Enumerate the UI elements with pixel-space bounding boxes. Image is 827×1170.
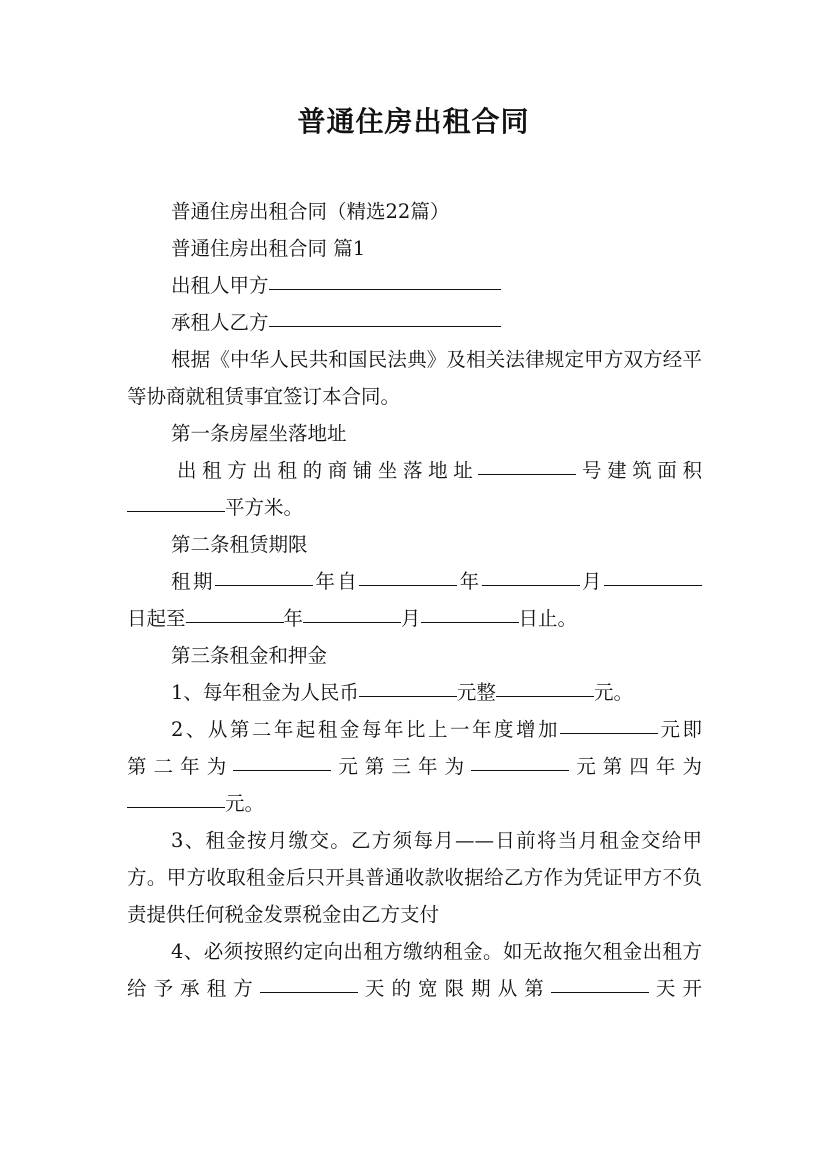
article-1-text-a: 出租方出租的商铺坐落地址: [177, 459, 479, 482]
document-title: 普通住房出租合同: [297, 105, 530, 138]
item-3: 3、租金按月缴交。乙方须每月——日前将当月租金交给甲方。甲方收取租金后只开具普通收款收据给乙方作为凭证甲方不负责提供任何税金发票税金由乙方支付: [127, 829, 702, 926]
article-2-paragraph-cont: [127, 600, 702, 637]
item-2-cont: [127, 748, 702, 785]
rent-figure-blank: [496, 695, 594, 697]
item-4: [127, 933, 702, 1007]
item-2-text-e: 元第四年为: [569, 755, 702, 778]
article-1-text-c: 平方米。: [225, 496, 304, 519]
item-2-text-d: 元第三年为: [331, 755, 472, 778]
end-year-blank: [186, 621, 284, 623]
item-4-text-b: 天的宽限期从第: [357, 977, 551, 1000]
year2-blank: [233, 769, 331, 771]
art2-text-a: 租期: [171, 570, 215, 593]
lessee-line: [127, 304, 702, 341]
rent-blank: [359, 695, 457, 697]
art2-text-f: 年: [283, 607, 304, 630]
lessee-label: 承租人乙方: [171, 311, 269, 334]
lessor-label: 出租人甲方: [171, 274, 269, 297]
art2-text-c: 年: [457, 570, 482, 593]
item-1: [127, 674, 702, 711]
item-1-text-c: 元。: [593, 681, 633, 704]
item-2-text-a: 2、从第二年起租金每年比上一年度增加: [171, 718, 560, 741]
grace-days-blank: [260, 991, 358, 993]
increase-blank: [560, 732, 658, 734]
start-day-blank: [604, 584, 702, 586]
subtitle: 普通住房出租合同（精选22篇）: [171, 200, 450, 223]
area-blank: [127, 510, 225, 512]
lessee-blank: [269, 325, 501, 327]
start-month-blank: [482, 584, 580, 586]
item-1-text-b: 元整: [456, 681, 496, 704]
start-day-count-blank: [551, 991, 649, 993]
section-heading: 普通住房出租合同 篇1: [171, 237, 366, 260]
item-4-text-a: 4、必须按照约定向出租方缴纳租金。如无故拖欠租金出租方给予承租方: [127, 940, 702, 1000]
item-4-text-c: 天开: [648, 977, 702, 1000]
lessor-line: [127, 267, 702, 304]
start-year-blank: [359, 584, 457, 586]
article-2-heading: 第二条租赁期限: [171, 533, 308, 556]
art2-text-h: 日止。: [518, 607, 578, 630]
end-day-blank: [421, 621, 519, 623]
item-1-text-a: 1、每年租金为人民币: [171, 681, 359, 704]
article-1-paragraph: [127, 452, 702, 489]
lessor-blank: [269, 288, 501, 290]
item-2-text-f: 元。: [225, 792, 265, 815]
term-blank: [215, 584, 313, 586]
item-2-text-c: 第二年为: [127, 755, 234, 778]
address-blank: [478, 473, 576, 475]
article-3-heading: 第三条租金和押金: [171, 644, 328, 667]
end-month-blank: [303, 621, 401, 623]
article-1-text-b: 号建筑面积: [576, 459, 702, 482]
art2-text-e: 日起至: [127, 607, 186, 630]
year4-blank: [127, 806, 225, 808]
art2-text-d: 月: [579, 570, 604, 593]
article-2-paragraph: [127, 563, 702, 600]
article-1-heading: 第一条房屋坐落地址: [171, 422, 347, 445]
intro-paragraph: 根据《中华人民共和国民法典》及相关法律规定甲方双方经平等协商就租赁事宜签订本合同。: [127, 348, 702, 408]
article-1-paragraph-cont: [127, 489, 702, 526]
document-body: [127, 193, 702, 1007]
item-2-text-b: 元即: [657, 718, 702, 741]
art2-text-g: 月: [401, 607, 421, 630]
art2-text-b: 年自: [312, 570, 360, 593]
year3-blank: [471, 769, 569, 771]
item-2: [127, 711, 702, 748]
item-2-cont-2: [127, 785, 702, 822]
